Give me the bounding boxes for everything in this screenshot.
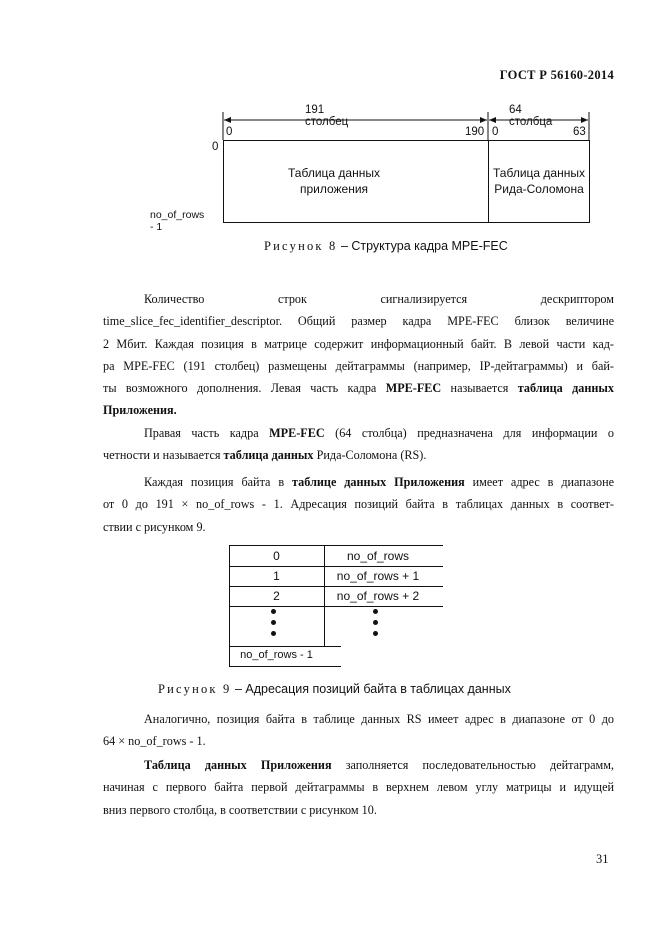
paragraph-2-line-1 xyxy=(103,422,614,444)
row-end: no_of_rows - 1 xyxy=(150,209,205,233)
paragraph-5-line-1 xyxy=(103,754,614,776)
t9-hline-5 xyxy=(229,666,341,667)
t9-right-cell-1: no_of_rows + 1 xyxy=(336,569,420,583)
t9-left-cell-1: 1 xyxy=(273,569,280,583)
paragraph-3-line-1 xyxy=(103,471,614,493)
paragraph-3-line-2: от 0 до 191 × no_of_rows - 1. Адресация позиций байта в таблицах данных в соответ- xyxy=(103,497,614,512)
t9-left-cell-0: 0 xyxy=(273,549,280,563)
t9-hline-4 xyxy=(229,646,341,647)
application-table-label-line1: Таблица данных xyxy=(288,166,380,180)
p1-l5-b: MPE-FEC xyxy=(385,381,442,396)
rs-table-label-line2: Рида-Соломона xyxy=(494,182,584,196)
p2-l1-c: (64 столбца) предназначена для информации о xyxy=(324,426,614,440)
p2-l1-b: MPE-FEC xyxy=(269,426,325,440)
t9-vline-left xyxy=(229,545,230,666)
col-right-end: 63 xyxy=(573,126,586,138)
p1-l5-d: таблица данных xyxy=(517,381,615,396)
ellipsis-dot xyxy=(271,609,276,614)
application-table-label xyxy=(223,165,445,197)
t9-right-cell-2: no_of_rows + 2 xyxy=(336,589,420,603)
row-start: 0 xyxy=(212,141,219,153)
paragraph-1 xyxy=(103,288,614,422)
t9-right-cell-0: no_of_rows xyxy=(346,549,410,563)
figure-8-caption-prefix: Рисунок 8 xyxy=(264,239,338,253)
p2-l2-a: четности и называется xyxy=(103,448,224,463)
figure-9-caption xyxy=(158,682,511,697)
ellipsis-dot xyxy=(373,609,378,614)
p2-l2-c: Рида-Соломона (RS). xyxy=(313,448,427,463)
t9-hline-3 xyxy=(229,606,443,607)
paragraph-1-line-5 xyxy=(103,377,614,399)
p5-l1-a: Таблица данных Приложения xyxy=(144,758,332,772)
paragraph-1-line-3: 2 Мбит. Каждая позиция в матрице содержит информационный байт. В левой части кад- xyxy=(103,336,614,351)
p5-l1-b: заполняется последовательностью дейтаграмм, xyxy=(331,758,614,772)
paragraph-2-line-2 xyxy=(103,444,614,466)
t9-hline-2 xyxy=(229,586,443,587)
figure-9-caption-text: – Адресация позиций байта в таблицах данных xyxy=(231,682,511,696)
paragraph-5-line-3: вниз первого столбца, в соответствии с рисунком 10. xyxy=(103,802,377,817)
p1-word-4: дескриптором xyxy=(540,292,614,306)
p2-l1-a: Правая часть кадра xyxy=(144,426,270,440)
span-label-64: 64 столбца xyxy=(509,104,553,128)
paragraph-4 xyxy=(103,708,614,753)
t9-hline-0 xyxy=(229,545,443,546)
figure-8-caption xyxy=(264,239,508,254)
figure-8-caption-text: – Структура кадра MPE-FEC xyxy=(337,239,508,253)
p1-l6: Приложения. xyxy=(103,403,177,418)
col-left-start: 0 xyxy=(226,126,233,138)
paragraph-3-line-3: ствии с рисунком 9. xyxy=(103,519,206,534)
paragraph-2 xyxy=(103,422,614,467)
standard-header: ГОСТ Р 56160-2014 xyxy=(499,68,614,82)
p1-word-3: сигнализируется xyxy=(380,292,468,306)
p3-l1-c: имеет адрес в диапазоне xyxy=(464,475,615,489)
ellipsis-dot xyxy=(271,620,276,625)
t9-hline-1 xyxy=(229,566,443,567)
paragraph-5-line-2: начиная с первого байта первой дейтаграммы в верхнем левом углу матрицы и идущей xyxy=(103,780,614,795)
paragraph-4-line-1: Аналогично, позиция байта в таблице данных RS имеет адрес в диапазоне от 0 до xyxy=(144,712,614,726)
p3-l1-b: таблице данных Приложения xyxy=(292,475,465,489)
page-number: 31 xyxy=(596,852,609,866)
paragraph-4-line-2: 64 × no_of_rows - 1. xyxy=(103,734,206,749)
ellipsis-dot xyxy=(373,631,378,636)
p1-l5-c: называется xyxy=(441,381,518,396)
ellipsis-dot xyxy=(271,631,276,636)
p1-word-2: строк xyxy=(277,292,307,306)
ellipsis-dot xyxy=(373,620,378,625)
paragraph-1-line-6 xyxy=(103,399,614,421)
p1-word-1: Количество xyxy=(144,292,205,306)
col-left-end: 190 xyxy=(465,126,485,138)
p2-l2-b: таблица данных xyxy=(223,448,314,463)
paragraph-3 xyxy=(103,471,614,538)
paragraph-1-line-4: ра MPE-FEC (191 столбец) размещены дейтаграммы (например, IP-дейтаграммы) и бай- xyxy=(103,358,614,373)
col-right-start: 0 xyxy=(492,126,499,138)
paragraph-5 xyxy=(103,754,614,821)
t9-left-cell-2: 2 xyxy=(273,589,280,603)
t9-left-cell-last: no_of_rows - 1 xyxy=(240,649,313,661)
rs-table-label-line1: Таблица данных xyxy=(493,166,585,180)
span-label-191: 191 столбец xyxy=(305,104,349,128)
p3-l1-a: Каждая позиция байта в xyxy=(144,475,293,489)
p1-l5-a: ты возможного дополнения. Левая часть кадра xyxy=(103,381,386,396)
rs-table-label xyxy=(488,165,590,197)
figure-9-caption-prefix: Рисунок 9 xyxy=(158,682,232,696)
application-table-label-line2: приложения xyxy=(299,182,369,196)
paragraph-1-line-2: time_slice_fec_identifier_descriptor. Общий размер кадра MPE-FEC близок величине xyxy=(103,314,614,329)
paragraph-1-line-1 xyxy=(103,288,614,310)
